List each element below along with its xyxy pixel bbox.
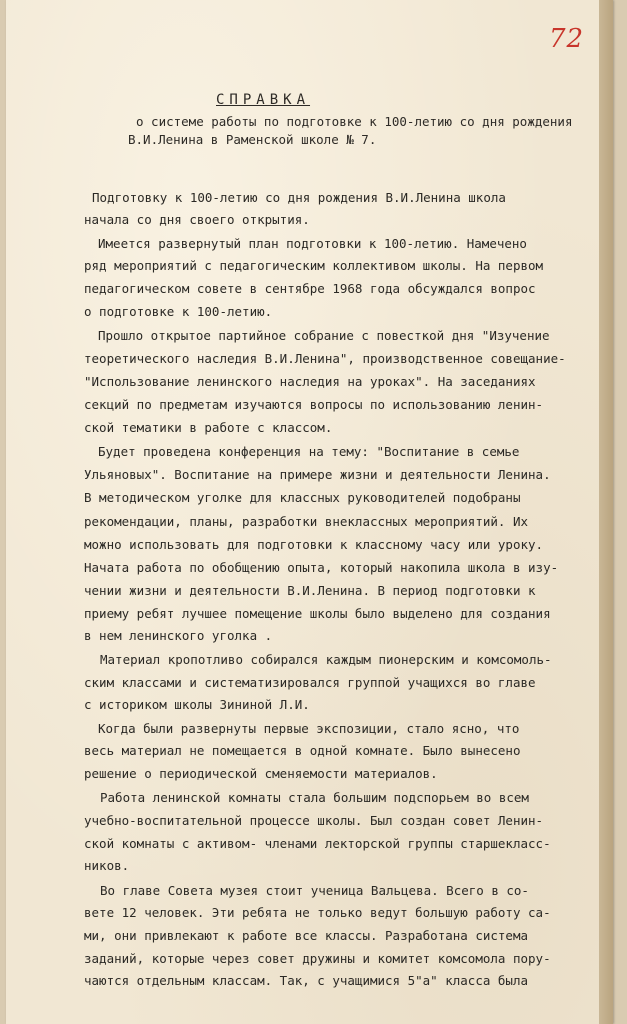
body-line: рекомендации, планы, разработки внеклассных мероприятий. Их [84,514,529,529]
body-line: учебно-воспитательной процессе школы. Был создан совет Ленин- [84,813,544,828]
body-line: заданий, которые через совет дружины и комитет комсомола пору- [84,951,551,966]
body-line: Прошло открытое партийное собрание с повесткой дня "Изучение [98,328,550,343]
handwritten-page-number: 72 [549,24,585,54]
body-line: секций по предметам изучаются вопросы по использованию ленин- [84,397,544,412]
body-line: можно использовать для подготовки к классному часу или уроку. [84,537,544,552]
body-line: В методическом уголке для классных руководителей подобраны [84,490,521,505]
body-line: о подготовке к 100-летию. [84,304,273,319]
body-line: весь материал не помещается в одной комнате. Было вынесено [84,743,521,758]
body-line: Во главе Совета музея стоит ученица Вальцева. Всего в со- [100,883,529,898]
body-line: ми, они привлекают к работе все классы. Разработана система [84,928,529,943]
document-page [6,0,613,1024]
body-line: педагогическом совете в сентябре 1968 года обсуждался вопрос [84,281,536,296]
body-line: начала со дня своего открытия. [84,212,310,227]
body-line: в нем ленинского уголка . [84,628,273,643]
body-line: приему ребят лучшее помещение школы было выделено для создания [84,606,551,621]
body-line: ской комнаты с активом- членами лекторской группы старшекласс- [84,836,551,851]
body-line: Когда были развернуты первые экспозиции, стало ясно, что [98,721,520,736]
body-line: решение о периодической сменяемости материалов. [84,766,438,781]
body-line: ников. [84,858,130,873]
body-line: ским классами и систематизировался группой учащихся во главе [84,675,536,690]
body-line: вете 12 человек. Эти ребята не только ведут большую работу са- [84,905,551,920]
body-line: Будет проведена конференция на тему: "Воспитание в семье [98,444,520,459]
subtitle-line: В.И.Ленина в Раменской школе № 7. [128,132,377,147]
page-edge [599,0,613,1024]
body-line: Ульяновых". Воспитание на примере жизни и деятельности Ленина. [84,467,551,482]
body-line: ской тематики в работе с классом. [84,420,333,435]
body-line: Имеется развернутый план подготовки к 100-летию. Намечено [98,236,527,251]
body-line: ряд мероприятий с педагогическим коллективом школы. На первом [84,258,544,273]
body-line: теоретического наследия В.И.Ленина", производственное совещание- [84,351,566,366]
body-line: чаются отдельным классам. Так, с учащимися 5"а" класса была [84,973,529,988]
body-line: Подготовку к 100-летию со дня рождения В.И.Ленина школа [92,190,506,205]
body-line: Работа ленинской комнаты стала большим подспорьем во всем [100,790,529,805]
body-line: Начата работа по обобщению опыта, который накопила школа в изу- [84,560,559,575]
body-line: чении жизни и деятельности В.И.Ленина. В период подготовки к [84,583,536,598]
document-title: СПРАВКА [216,92,311,108]
subtitle-line: о системе работы по подготовке к 100-летию со дня рождения [136,114,573,129]
body-line: "Использование ленинского наследия на уроках". На заседаниях [84,374,536,389]
body-line: Материал кропотливо собирался каждым пионерским и комсомоль- [100,652,552,667]
body-line: с историком школы Зининой Л.И. [84,697,310,712]
